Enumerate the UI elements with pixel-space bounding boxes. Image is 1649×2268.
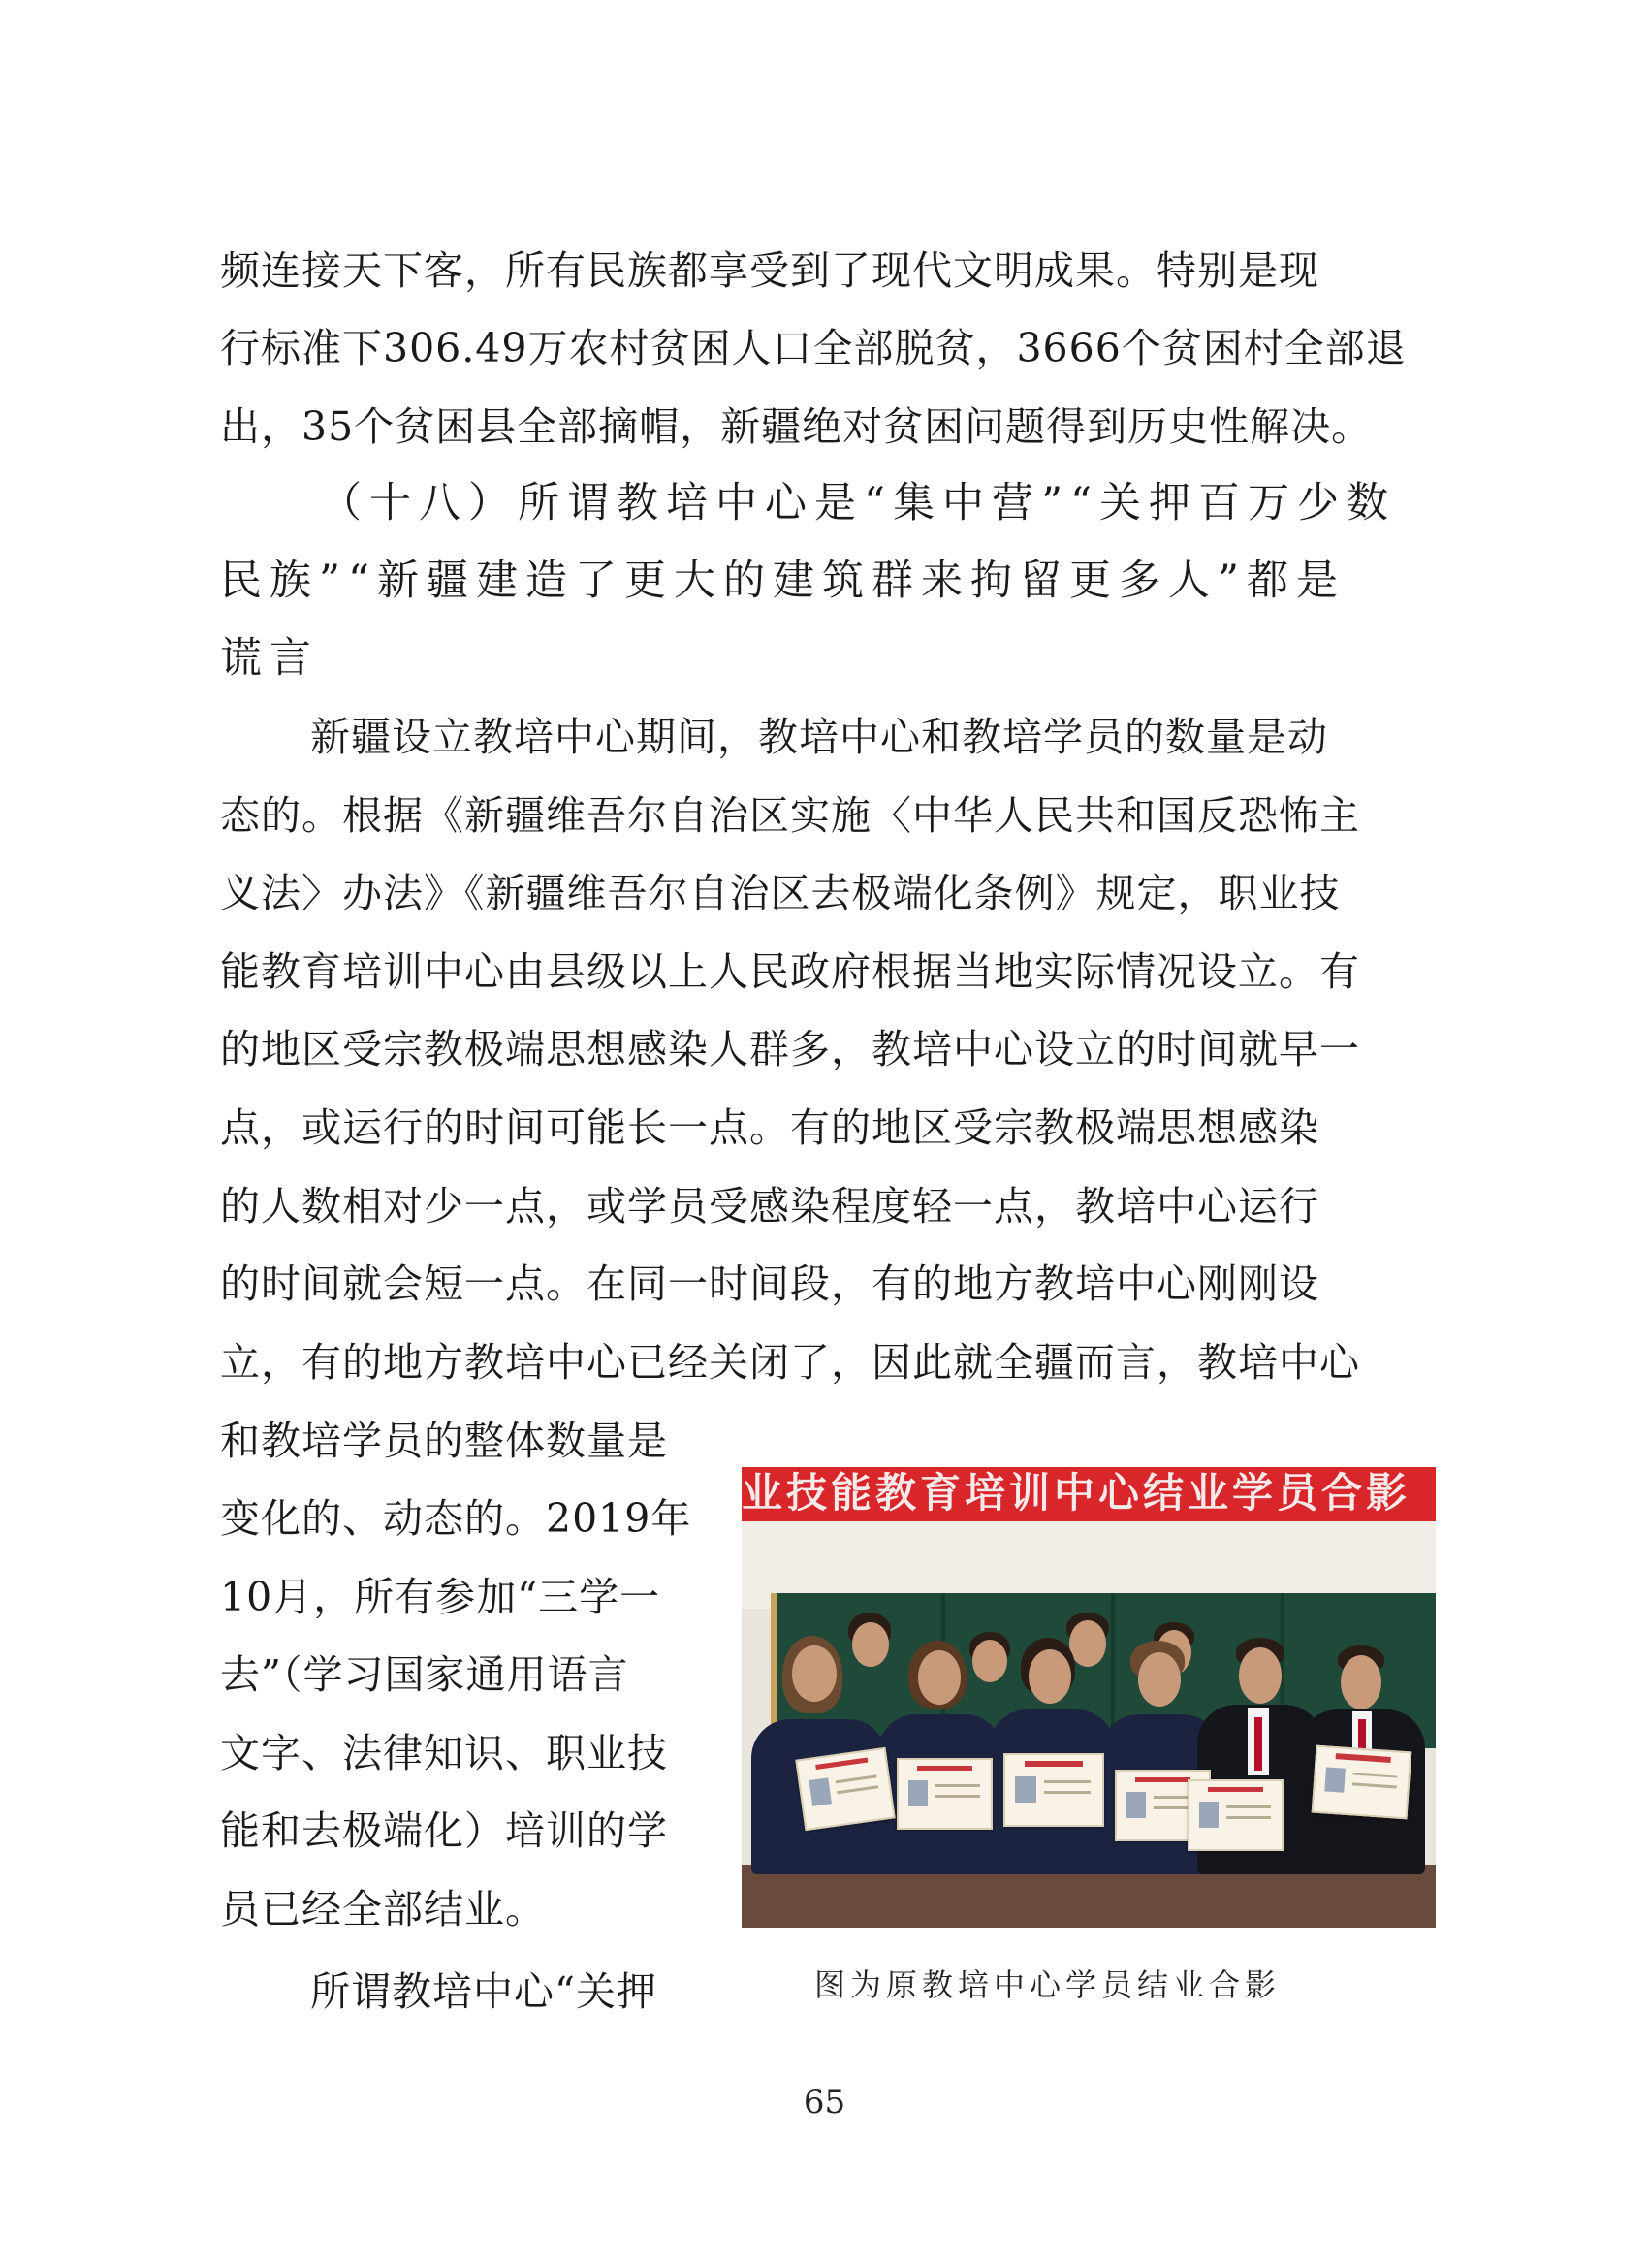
photo-banner: [742, 1467, 1436, 1521]
text-line: 新疆设立教培中心期间，教培中心和教培学员的数量是动: [310, 714, 1328, 760]
section-heading-line: 谎言: [220, 634, 319, 683]
group-photo: [742, 1467, 1436, 1928]
section-heading-line: （十八）所谓教培中心是“集中营”“关押百万少数: [320, 479, 1396, 527]
certificate: [1188, 1779, 1284, 1851]
certificate: [897, 1758, 993, 1830]
text-line: 点，或运行的时间可能长一点。有的地区受宗教极端思想感染: [220, 1104, 1319, 1151]
text-line: 所谓教培中心“关押: [310, 1968, 657, 2015]
certificate: [1003, 1753, 1104, 1827]
text-line: 义法〉办法》《新疆维吾尔自治区去极端化条例》规定，职业技: [220, 870, 1341, 916]
certificate: [795, 1747, 895, 1831]
section-heading-line: 民族”“新疆建造了更大的建筑群来拘留更多人”都是: [220, 557, 1346, 605]
text-line: 态的。根据《新疆维吾尔自治区实施〈中华人民共和国反恐怖主: [220, 792, 1360, 839]
text-line: 和教培学员的整体数量是: [220, 1418, 668, 1464]
text-line: 去”（学习国家通用语言: [220, 1651, 629, 1698]
text-line: 频连接天下客，所有民族都享受到了现代文明成果。特别是现: [220, 247, 1319, 294]
text-line: 的时间就会短一点。在同一时间段，有的地方教培中心刚刚设: [220, 1261, 1319, 1307]
text-line: 员已经全部结业。: [220, 1886, 546, 1933]
text-line: 行标准下306.49万农村贫困人口全部脱贫，3666个贫困村全部退: [220, 325, 1407, 371]
text-line: 能和去极端化）培训的学: [220, 1807, 668, 1854]
photo-banner-text: 业技能教育培训中心结业学员合影: [742, 1469, 1411, 1517]
text-line: 立，有的地方教培中心已经关闭了，因此就全疆而言，教培中心: [220, 1339, 1360, 1386]
text-line: 能教育培训中心由县级以上人民政府根据当地实际情况设立。有: [220, 948, 1360, 995]
text-line: 变化的、动态的。2019年: [220, 1495, 692, 1542]
certificate: [1312, 1745, 1412, 1820]
photo-caption: 图为原教培中心学员结业合影: [814, 1966, 1282, 2003]
page-number: 65: [803, 2083, 846, 2122]
text-line: 10月，所有参加“三学一: [220, 1574, 661, 1620]
text-line: 的人数相对少一点，或学员受感染程度轻一点，教培中心运行: [220, 1183, 1319, 1230]
text-line: 文字、法律知识、职业技: [220, 1730, 668, 1776]
text-line: 出，35个贫困县全部摘帽，新疆绝对贫困问题得到历史性解决。: [220, 403, 1373, 450]
text-line: 的地区受宗教极端思想感染人群多，教培中心设立的时间就早一: [220, 1026, 1360, 1072]
